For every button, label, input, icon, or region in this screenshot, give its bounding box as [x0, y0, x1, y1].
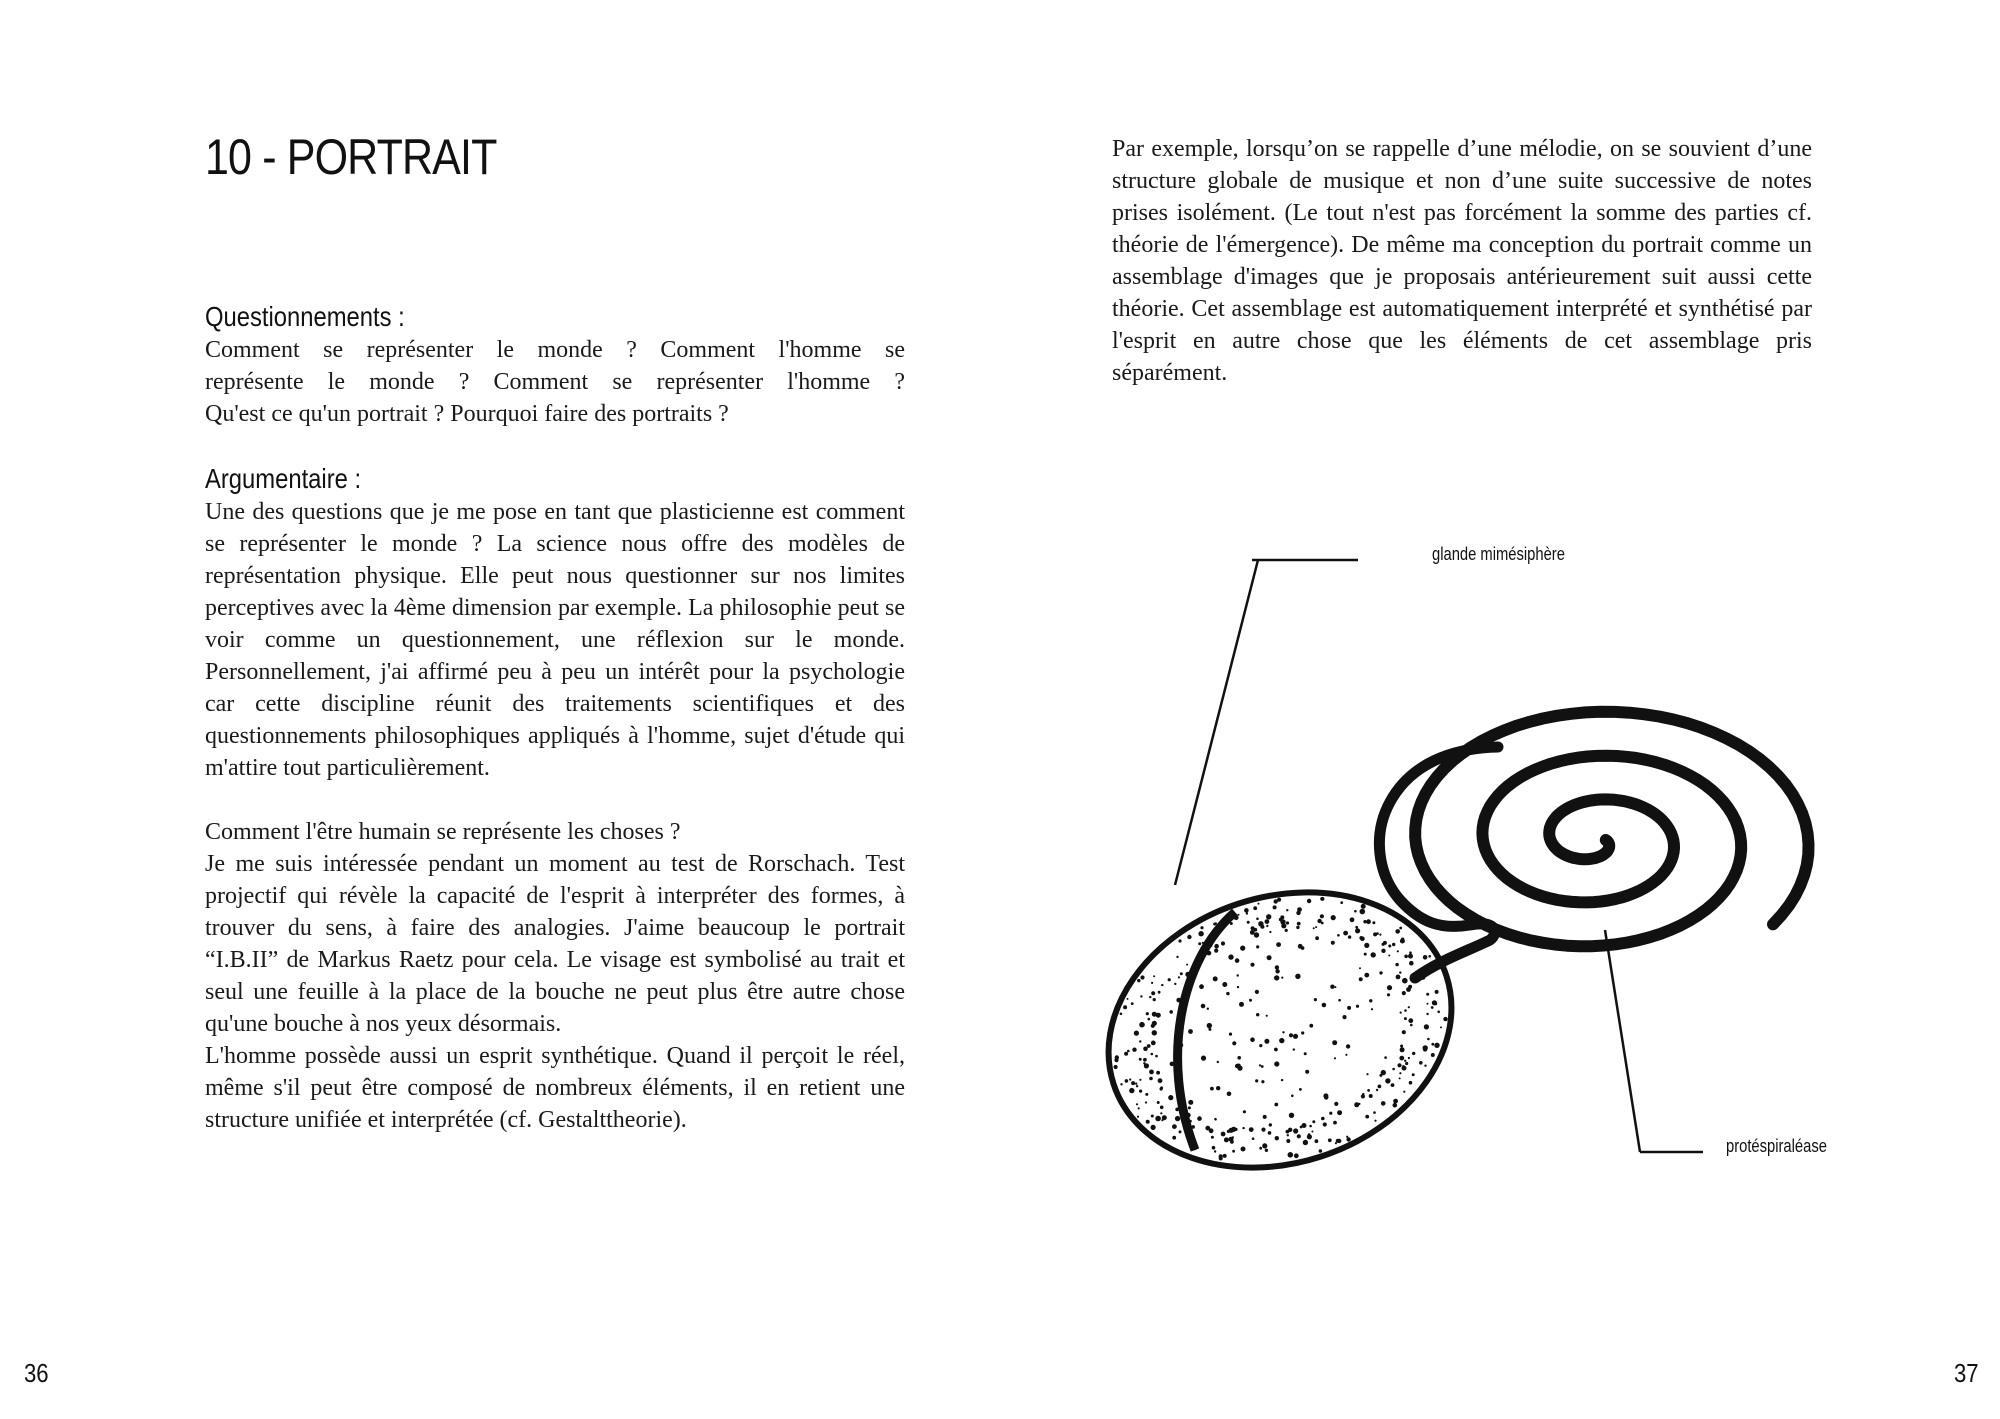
argumentaire-paragraph: Je me suis intéressée pendant un moment au test de Rorschach. Test projectif qui révèle la capacité de l'esprit à interpréter des formes, à trouver du sens, à faire des analogies. J'aime beaucoup le portrait “I.B.II” de Markus Raetz pour cela. Le visage est symbolisé au trait et seul une feuille à la place de la bouche ne peut plus être autre chose qu'une bouche à nos yeux désormais.: [205, 851, 905, 1037]
questionnements-line: Qu'est ce qu'un portrait ? Pourquoi faire des portraits ?: [205, 401, 729, 427]
leader-line-top-diagonal: [1175, 560, 1258, 885]
argumentaire-paragraph: Une des questions que je me pose en tant que plasticienne est comment se représenter le monde ? La science nous offre des modèles de représentation physique. Elle peut nous questionner sur nos limites perceptives avec la 4ème dimension par exemple. La philosophie peut se voir comme un questionnement, une réflexion sur le monde. Personnellement, j'ai affirmé peu à peu un intérêt pour la psychologie car cette discipline réunit des traitements scientifiques et des questionnements philosophiques appliqués à l'homme, sujet d'étude qui m'attire tout particulièrement.: [205, 499, 905, 781]
questionnements-section: [205, 300, 905, 430]
questionnements-line: représente le monde ? Comment se représenter l'homme ?: [205, 369, 905, 395]
right-paragraph-block: [1112, 133, 1812, 389]
portrait-illustration: [1100, 540, 1860, 1180]
argumentaire-section: [205, 462, 905, 1136]
questionnements-line: Comment se représenter le monde ? Comment l'homme se: [205, 337, 905, 363]
page-title: 10 - PORTRAIT: [205, 129, 497, 185]
spiral-icon: [1415, 712, 1808, 946]
stippled-ovoid-icon: [1100, 849, 1488, 1180]
right-paragraph: Par exemple, lorsqu’on se rappelle d’une mélodie, on se souvient d’une structure globale de musique et non d’une suite successive de notes prises isolément. (Le tout n'est pas forcément la somme des parties cf. théorie de l'émergence). De même ma conception du portrait comme un assemblage d'images que je proposais antérieurement suit aussi cette théorie. Cet assemblage est automatiquement interprété et synthétisé par l'esprit en autre chose que les éléments de cet assemblage pris séparément.: [1112, 136, 1812, 386]
questionnements-heading: Questionnements :: [205, 301, 405, 332]
argumentaire-heading: Argumentaire :: [205, 463, 362, 494]
argumentaire-question: Comment l'être humain se représente les choses ?: [205, 819, 681, 845]
leader-line-bottom: [1605, 930, 1640, 1152]
page-number-left: 36: [24, 1358, 49, 1388]
label-glande-mimesiphere: glande mimésiphère: [1432, 544, 1565, 564]
argumentaire-paragraph: L'homme possède aussi un esprit synthétique. Quand il perçoit le réel, même s'il peut être composé de nombreux éléments, il en retient une structure unifiée et interprétée (cf. Gestalttheorie).: [205, 1043, 905, 1133]
label-protespiraleas: protéspiraléase: [1726, 1136, 1827, 1156]
page-number-right: 37: [1954, 1358, 1979, 1388]
